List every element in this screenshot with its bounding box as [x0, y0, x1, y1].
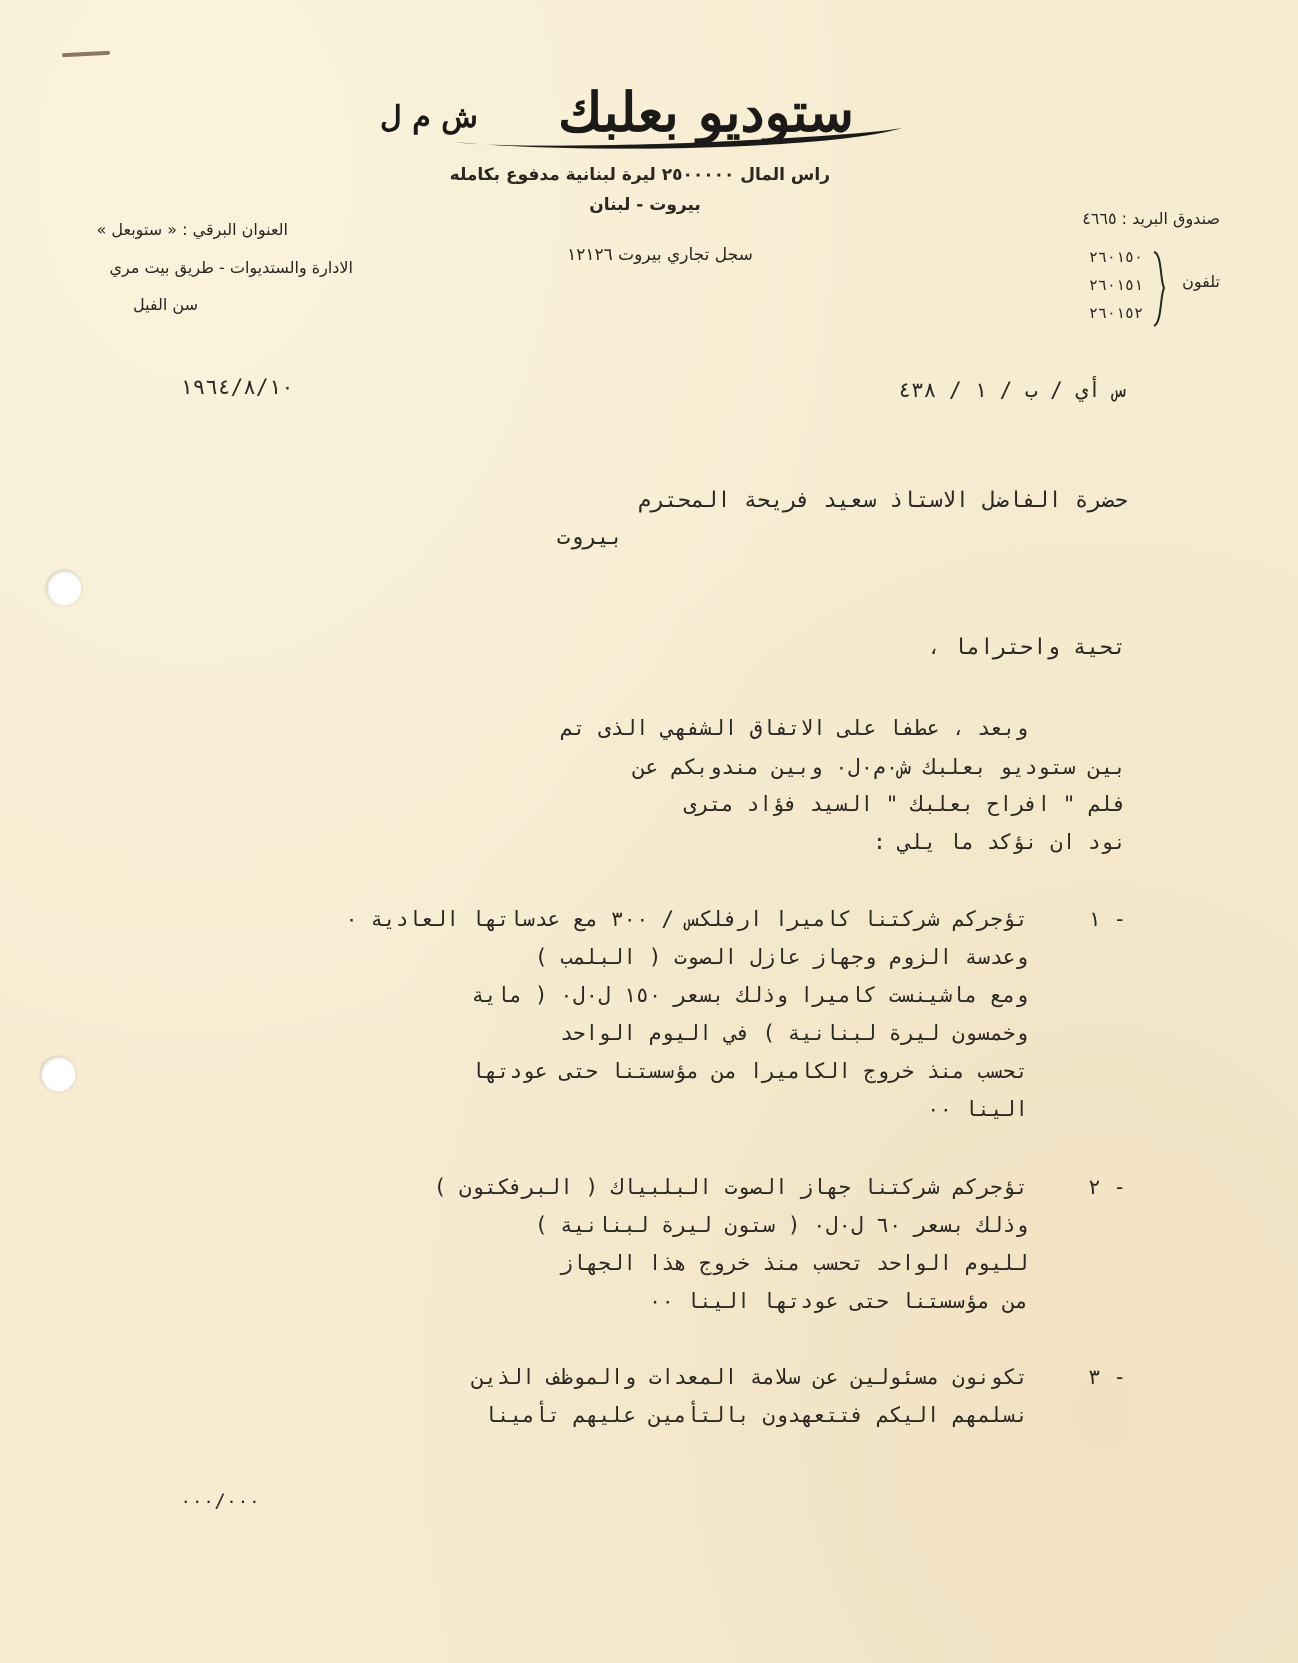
- office-address-line1: الادارة والستديوات - طريق بيت مري: [109, 258, 353, 277]
- item-line: وذلك بسعر ٦٠ ل٠ل٠ ( ستون ليرة لبنانية ): [534, 1213, 1028, 1237]
- company-name: ستوديو بعلبك: [558, 80, 854, 144]
- punch-hole-top: [46, 570, 82, 606]
- company-location: بيروت - لبنان: [589, 195, 701, 215]
- addressee-name: حضرة الفاضل الاستاذ سعيد فريحة المحترم: [637, 488, 1128, 513]
- intro-line: فلم " افراح بعلبك " السيد فؤاد مترى: [683, 792, 1126, 816]
- phone-number-1: ٢٦٠١٥٠: [1088, 248, 1143, 266]
- phone-label: تلفون: [1182, 272, 1220, 291]
- addressee-city: بيروت: [556, 525, 623, 550]
- intro-line: بين ستوديو بعلبك ش٠م٠ل٠ وبين مندوبكم عن: [632, 755, 1126, 779]
- item-line: تؤجركم شركتنا جهاز الصوت البلبياك ( البرفكتون ): [433, 1175, 1028, 1199]
- commercial-registry: سجل تجاري بيروت ١٢١٢٦: [567, 245, 753, 265]
- punch-hole-bottom: [40, 1056, 76, 1092]
- item-line: تكونون مسئولين عن سلامة المعدات والموظف الذين: [471, 1365, 1028, 1389]
- continuation-mark: ٠٠٠/٠٠٠: [180, 1490, 261, 1512]
- phone-number-2: ٢٦٠١٥١: [1088, 276, 1143, 294]
- telegraph-address: العنوان البرقي : « ستوبعل »: [96, 220, 288, 239]
- item-line: من مؤسستنا حتى عودتها الينا ٠٠: [648, 1289, 1028, 1313]
- item-number: ١ -: [1088, 907, 1126, 931]
- item-line: لليوم الواحد تحسب منذ خروج هذا الجهاز: [560, 1251, 1028, 1275]
- item-line: تؤجركم شركتنا كاميرا ارفلكس / ٣٠٠ مع عدساتها العادية ٠: [345, 907, 1028, 931]
- letter-date: ١٩٦٤/٨/١٠: [180, 375, 294, 399]
- intro-line: وبعد ، عطفا على الاتفاق الشفهي الذى تم: [560, 716, 1028, 740]
- item-line: وخمسون ليرة لبنانية ) في اليوم الواحد: [560, 1021, 1028, 1045]
- reference-number: س أي / ب / ١ / ٤٣٨: [898, 378, 1126, 402]
- phone-number-3: ٢٦٠١٥٢: [1088, 304, 1143, 322]
- item-line: الينا ٠٠: [926, 1097, 1028, 1121]
- greeting: تحية واحتراما ،: [927, 635, 1126, 660]
- item-number: ٢ -: [1088, 1175, 1126, 1199]
- item-line: نسلمهم اليكم فتتعهدون بالتأمين عليهم تأمينا: [484, 1403, 1028, 1427]
- office-address-line2: سن الفيل: [132, 295, 198, 314]
- po-box: صندوق البريد : ٤٦٦٥: [1082, 209, 1220, 228]
- item-line: وعدسة الزوم وجهاز عازل الصوت ( البلمب ): [534, 945, 1028, 969]
- brace-icon: [1150, 250, 1172, 328]
- company-suffix: ش م ل: [380, 100, 478, 135]
- capital-statement: راس المال ٢٥٠٠٠٠٠ ليرة لبنانية مدفوع بكامله: [449, 165, 830, 185]
- intro-line: نود ان نؤكد ما يلي :: [873, 830, 1126, 854]
- letterhead-logo: [380, 70, 920, 160]
- item-line: تحسب منذ خروج الكاميرا من مؤسستنا حتى عودتها: [471, 1059, 1028, 1083]
- item-number: ٣ -: [1088, 1365, 1126, 1389]
- ink-smudge: [62, 51, 110, 58]
- item-line: ومع ماشينست كاميرا وذلك بسعر ١٥٠ ل٠ل٠ ( ماية: [471, 983, 1028, 1007]
